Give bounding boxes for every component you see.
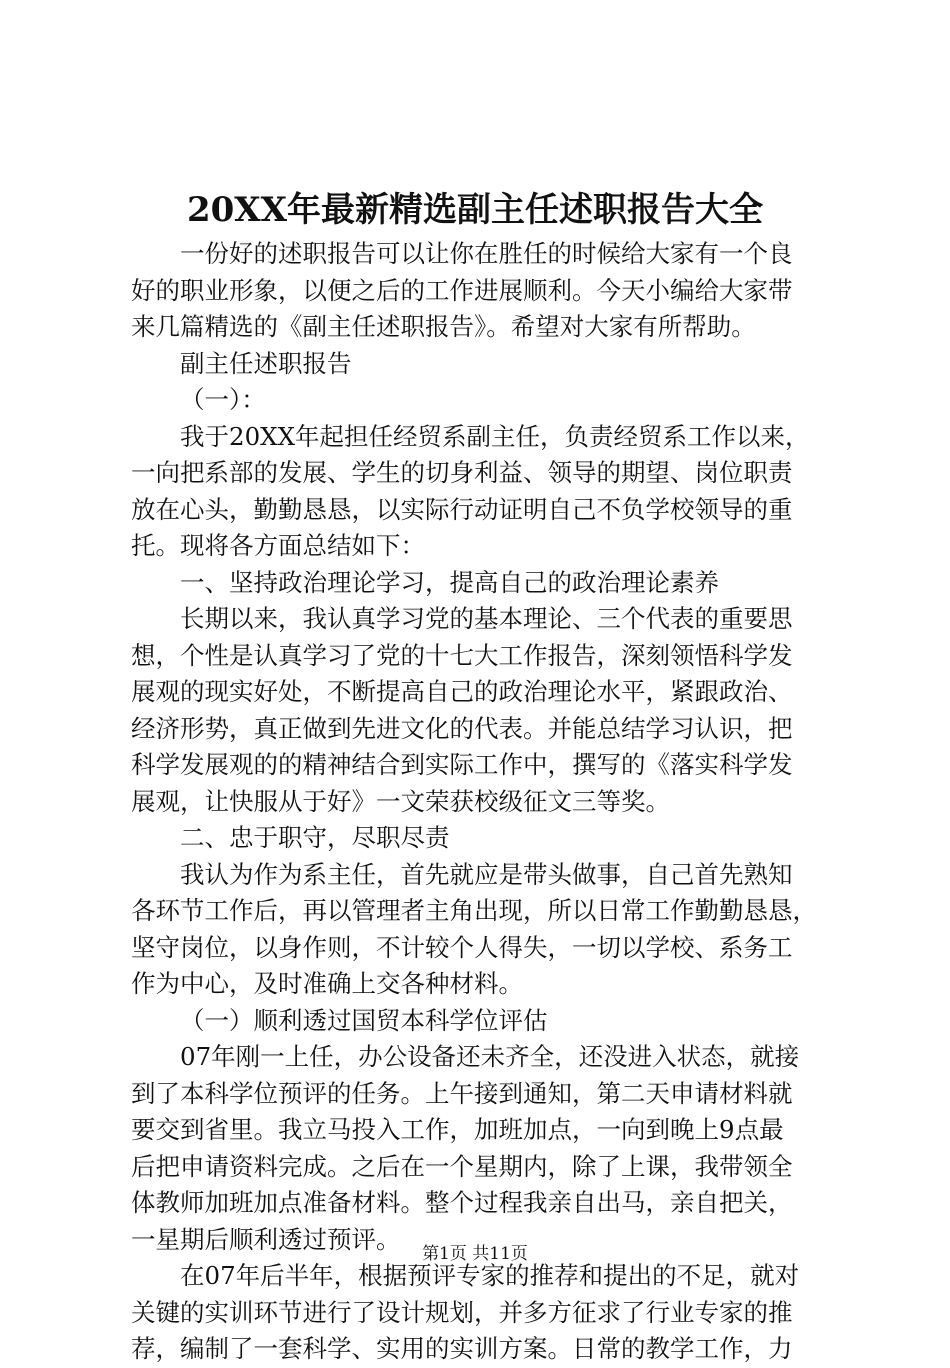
- text-line: 一星期后顺利透过预评。: [131, 1224, 401, 1254]
- text-line: 副主任述职报告: [180, 348, 352, 378]
- document-body: [131, 236, 831, 1368]
- text-line: 一、坚持政治理论学习，提高自己的政治理论素养: [180, 567, 719, 597]
- text-line: 一向把系部的发展、学生的切身利益、领导的期望、岗位职责: [131, 458, 793, 487]
- text-line: 好的职业形象，以便之后的工作进展顺利。今天小编给大家带: [131, 275, 793, 305]
- text-line: 托。现将各方面总结如下：: [131, 531, 425, 560]
- document-title: 20XX年最新精选副主任述职报告大全: [186, 190, 764, 230]
- text-line: 展观的现实好处，不断提高自己的政治理论水平，紧跟政治、: [131, 677, 793, 706]
- text-line: 后把申请资料完成。之后在一个星期内，除了上课，我带领全: [131, 1151, 793, 1181]
- text-line: 我于20XX年起担任经贸系副主任，负责经贸系工作以来，: [180, 421, 810, 451]
- text-line: 二、忠于职守，尽职尽责: [180, 823, 450, 852]
- page-footer: 第1页 共11页: [422, 1244, 528, 1264]
- text-line: 长期以来，我认真学习党的基本理论、三个代表的重要思: [180, 604, 793, 633]
- text-line: 经济形势，真正做到先进文化的代表。并能总结学习认识，把: [131, 713, 793, 743]
- text-line: 各环节工作后，再以管理者主角出现，所以日常工作勤勤恳恳，: [131, 896, 817, 925]
- text-line: 放在心头，勤勤恳恳，以实际行动证明自己不负学校领导的重: [131, 494, 793, 524]
- text-line: 荐，编制了一套科学、实用的实训方案。日常的教学工作，力: [131, 1334, 793, 1363]
- text-line: 关键的实训环节进行了设计规划，并多方征求了行业专家的推: [131, 1297, 793, 1327]
- text-line: 在07年后半年，根据预评专家的推荐和提出的不足，就对: [180, 1261, 800, 1290]
- text-line: 07年刚一上任，办公设备还未齐全，还没进入状态，就接: [180, 1042, 800, 1071]
- text-line: 到了本科学位预评的任务。上午接到通知，第二天申请材料就: [131, 1078, 793, 1108]
- text-line: 一份好的述职报告可以让你在胜任的时候给大家有一个良: [180, 239, 793, 268]
- text-line: （一）顺利透过国贸本科学位评估: [180, 1005, 548, 1035]
- text-line: 坚守岗位，以身作则，不计较个人得失，一切以学校、系务工: [131, 932, 793, 962]
- text-line: 展观，让快服从于好》一文荣获校级征文三等奖。: [131, 786, 670, 816]
- text-line: （一）：: [180, 385, 266, 414]
- text-line: 作为中心，及时准确上交各种材料。: [131, 969, 523, 998]
- text-line: 要交到省里。我立马投入工作，加班加点，一向到晚上9点最: [131, 1115, 784, 1144]
- text-line: 体教师加班加点准备材料。整个过程我亲自出马，亲自把关，: [131, 1188, 793, 1217]
- text-line: 我认为作为系主任，首先就应是带头做事，自己首先熟知: [180, 859, 793, 889]
- text-line: 科学发展观的的精神结合到实际工作中，撰写的《落实科学发: [131, 750, 793, 779]
- text-line: 来几篇精选的《副主任述职报告》。希望对大家有所帮助。: [131, 312, 756, 341]
- text-line: 想，个性是认真学习了党的十七大工作报告，深刻领悟科学发: [131, 640, 793, 670]
